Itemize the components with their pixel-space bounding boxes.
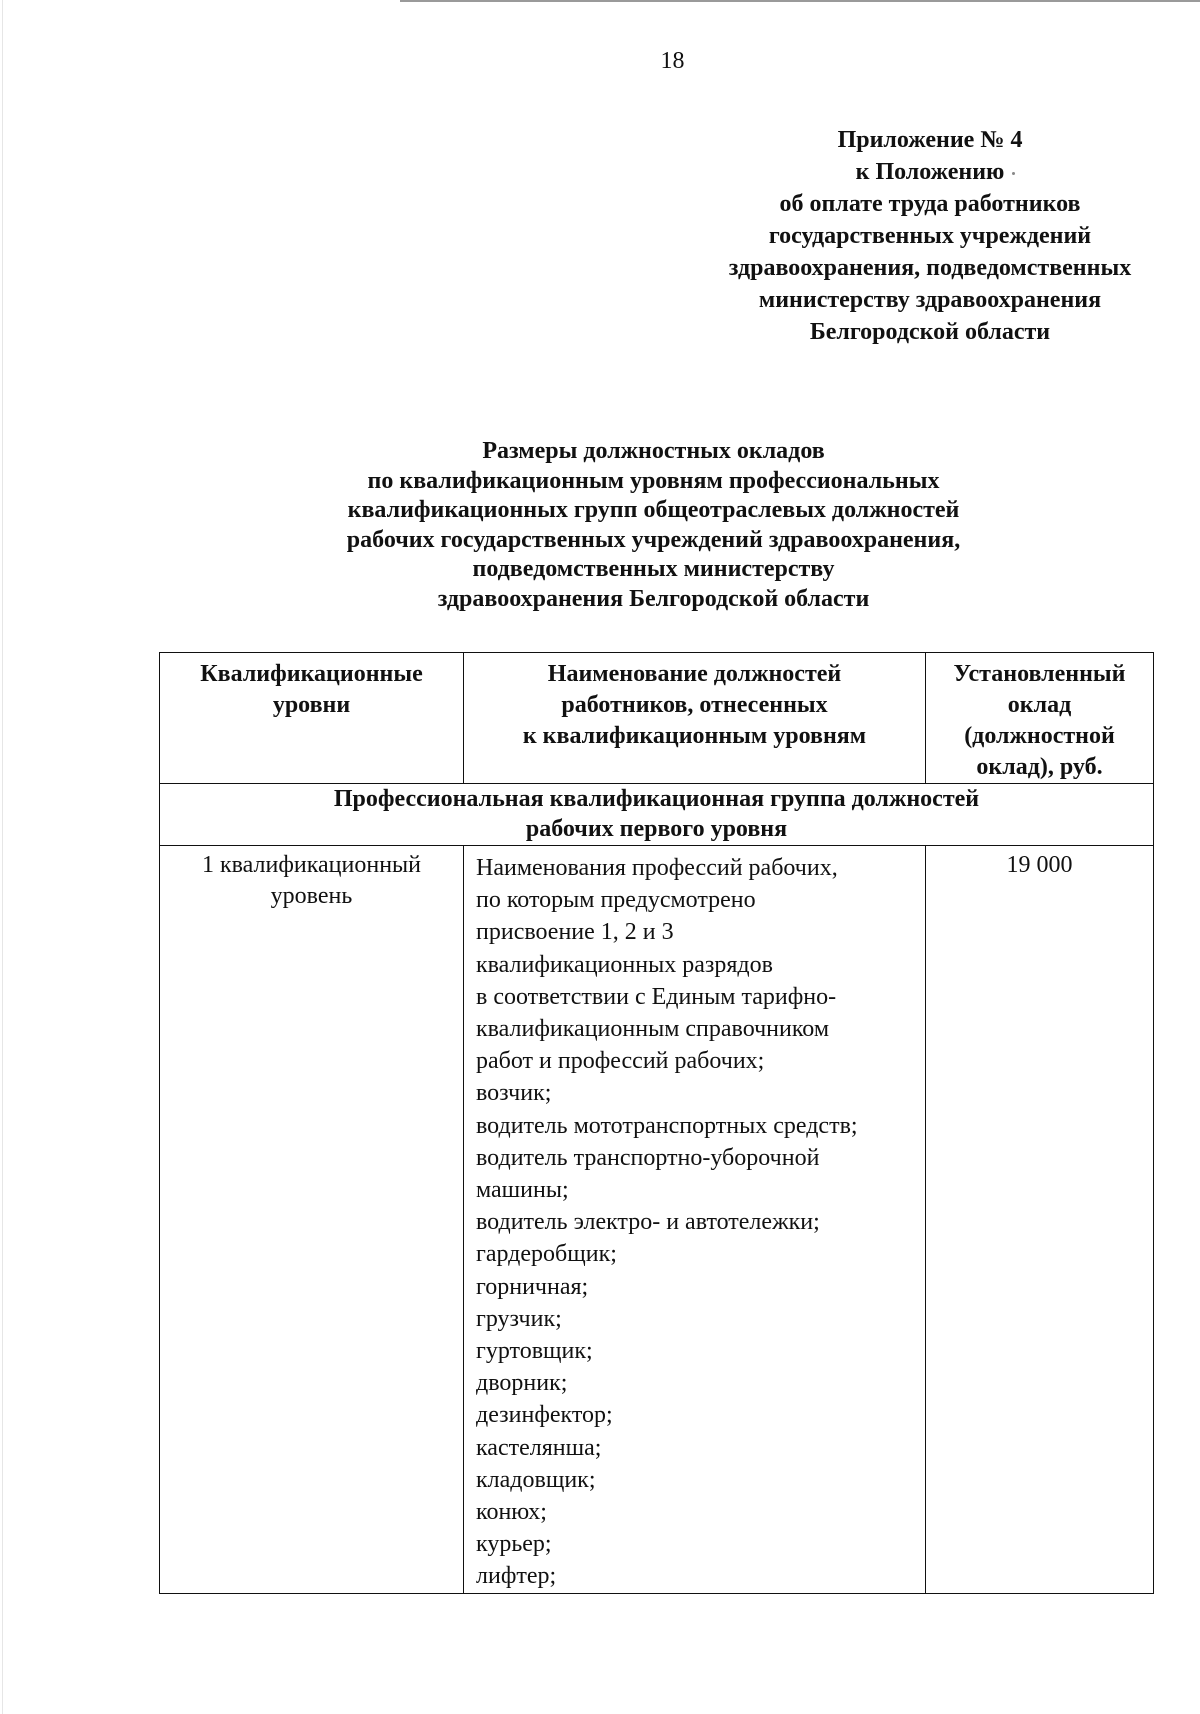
level-cell — [160, 846, 464, 1594]
appendix-line: здравоохранения, подведомственных — [728, 255, 1132, 281]
position-line: квалификационным справочником — [476, 1016, 830, 1043]
position-line: по которым предусмотрено — [476, 887, 756, 914]
table-row — [160, 846, 1154, 1594]
position-line: присвоение 1, 2 и 3 — [476, 919, 674, 946]
header-line: оклад — [1007, 692, 1072, 718]
group-title — [160, 784, 1154, 846]
title-line: квалификационных групп общеотраслевых должностей — [347, 497, 960, 523]
header-salary — [926, 653, 1154, 784]
header-line: (должностной — [964, 723, 1115, 749]
document-title — [0, 437, 1200, 614]
appendix-header — [660, 124, 1200, 348]
header-line: Наименование должностей — [547, 661, 842, 687]
position-line: в соответствии с Единым тарифно- — [476, 983, 837, 1010]
position-line: кладовщик; — [476, 1466, 596, 1493]
position-line: кастелянша; — [476, 1434, 602, 1461]
appendix-line: к Положению — [855, 159, 1005, 185]
title-line: рабочих государственных учреждений здравоохранения, — [346, 526, 961, 553]
position-line: горничная; — [476, 1273, 589, 1300]
position-line: возчик; — [476, 1080, 552, 1107]
header-positions — [464, 653, 926, 784]
salary-table — [159, 652, 1154, 1594]
position-line: дезинфектор; — [476, 1402, 613, 1429]
appendix-line: министерству здравоохранения — [758, 287, 1102, 313]
title-line: Размеры должностных окладов — [482, 438, 825, 464]
group-line: рабочих первого уровня — [525, 816, 788, 842]
position-line: водитель мототранспортных средств; — [476, 1112, 858, 1139]
left-scan-edge — [2, 0, 3, 1714]
header-line: к квалификационным уровням — [522, 723, 867, 749]
header-levels — [160, 653, 464, 784]
header-line: работников, отнесенных — [561, 692, 828, 718]
title-line: здравоохранения Белгородской области — [437, 585, 870, 612]
header-line: уровни — [272, 692, 351, 718]
position-line: курьер; — [476, 1531, 552, 1558]
position-line: машины; — [476, 1177, 569, 1204]
position-line: гуртовщик; — [476, 1338, 593, 1365]
position-line: Наименования профессий рабочих, — [476, 855, 838, 881]
position-line: работ и профессий рабочих; — [476, 1048, 765, 1075]
header-line: Квалификационные — [200, 661, 423, 687]
position-line: водитель электро- и автотележки; — [476, 1209, 820, 1236]
appendix-line: Приложение № 4 — [837, 127, 1023, 153]
table-header-row — [160, 653, 1154, 784]
level-line: 1 квалификационный — [201, 852, 422, 878]
salary-cell — [926, 846, 1154, 1594]
appendix-line: об оплате труда работников — [779, 191, 1081, 217]
position-line: дворник; — [476, 1370, 568, 1397]
appendix-line: государственных учреждений — [768, 223, 1092, 249]
positions-cell — [464, 846, 926, 1594]
position-line: водитель транспортно-уборочной — [476, 1144, 820, 1171]
position-line: конюх; — [476, 1499, 547, 1526]
position-line: гардеробщик; — [476, 1241, 617, 1268]
position-line: лифтер; — [476, 1563, 557, 1590]
title-line: подведомственных министерству — [472, 556, 835, 582]
position-line: квалификационных разрядов — [476, 951, 773, 978]
header-line: Установленный — [953, 661, 1126, 687]
title-line: по квалификационным уровням профессиональных — [367, 467, 940, 494]
group-line: Профессиональная квалификационная группа должностей — [333, 786, 980, 812]
salary-value: 19 000 — [1006, 852, 1073, 878]
position-line: грузчик; — [476, 1305, 562, 1332]
group-row — [160, 784, 1154, 846]
header-line: оклад), руб. — [976, 754, 1103, 780]
page-number: 18 — [660, 48, 685, 74]
appendix-line: Белгородской области — [809, 319, 1051, 345]
top-border-line — [400, 0, 1200, 2]
level-line: уровень — [270, 883, 353, 909]
